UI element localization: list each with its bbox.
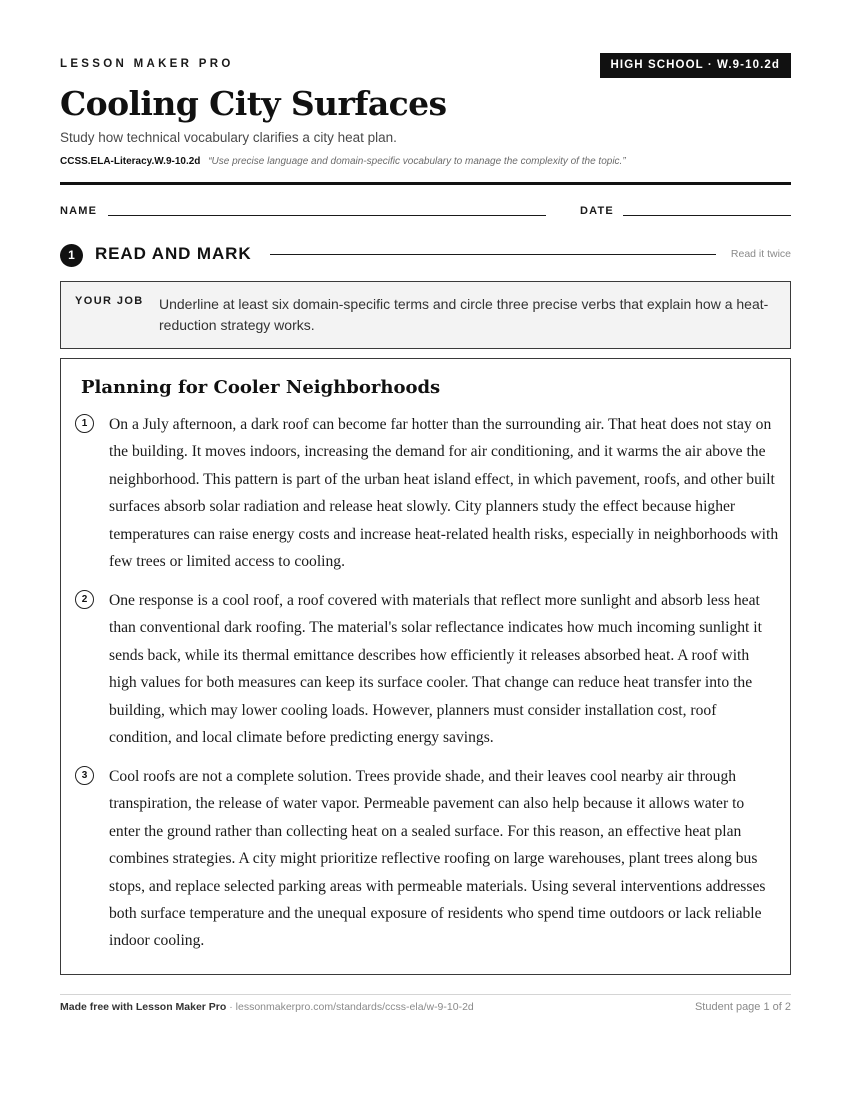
paragraph-2: One response is a cool roof, a roof covered with materials that reflect more sunlight and absorb less heat than conventional dark roofing. The material's solar reflectance indicates how much incoming sunlight it sends back, while its thermal emittance describes how efficiently it releases absorbed heat. A roof with high values for both measures can keep its surface cooler. That change can reduce heat transfer into the building, which may lower cooling loads. However, planners must consider installation cost, roof condition, and local climate before predicting energy savings. — [109, 592, 762, 747]
paragraph-number-2: 2 — [75, 590, 94, 609]
step-number-badge: 1 — [60, 244, 83, 267]
your-job-label: YOUR JOB — [75, 295, 144, 307]
name-date-row — [60, 203, 791, 219]
paragraph-number-1: 1 — [75, 414, 94, 433]
section-header — [60, 242, 791, 268]
date-field[interactable] — [623, 215, 791, 216]
section-note: Read it twice — [730, 248, 791, 260]
standard-line — [60, 156, 626, 167]
footer-credit — [60, 1001, 474, 1013]
grade-standard-badge: HIGH SCHOOL · W.9-10.2d — [600, 53, 792, 78]
date-label: DATE — [580, 205, 614, 217]
footer-brand: Made free with Lesson Maker Pro — [60, 1001, 227, 1013]
standard-quote: “Use precise language and domain-specific vocabulary to manage the complexity of the topic.” — [208, 156, 626, 167]
page-subtitle: Study how technical vocabulary clarifies a city heat plan. — [60, 130, 397, 145]
name-field[interactable] — [108, 215, 546, 216]
name-label: NAME — [60, 205, 98, 217]
footer-divider — [60, 994, 791, 995]
footer-separator: · — [226, 1001, 236, 1013]
reading-passage — [60, 358, 791, 975]
section-rule — [270, 254, 716, 255]
your-job-box — [60, 281, 791, 349]
passage-title: Planning for Cooler Neighborhoods — [81, 377, 441, 398]
page-title: Cooling City Surfaces — [60, 84, 447, 123]
paragraph-3: Cool roofs are not a complete solution. Trees provide shade, and their leaves cool nearby air through transpiration, the release of water vapor. Permeable pavement can also help because it allows water to enter the ground rather than collecting heat on a sealed surface. For this reason, an effective heat plan combines strategies. A city might prioritize reflective roofing on large warehouses, plant trees along bus stops, and replace selected parking areas with permeable materials. Using several interventions addresses both surface temperature and the unequal exposure of residents who spend time outdoors or lack reliable indoor cooling. — [109, 768, 766, 950]
standard-code: CCSS.ELA-Literacy.W.9-10.2d — [60, 156, 201, 167]
your-job-instructions: Underline at least six domain-specific terms and circle three precise verbs that explain how a heat-reduction strategy works. — [159, 296, 769, 333]
header-divider — [60, 182, 791, 185]
paragraph-1: On a July afternoon, a dark roof can become far hotter than the surrounding air. That heat does not stay on the building. It moves indoors, increasing the demand for air conditioning, and it warms the air above the neighborhood. This pattern is part of the urban heat island effect, in which pavement, roofs, and other built surfaces absorb solar radiation and release heat slowly. City planners study the effect because higher temperatures can raise energy costs and increase heat-related health risks, especially in neighborhoods with few trees or limited access to cooling. — [109, 416, 779, 571]
footer-url-link[interactable]: lessonmakerpro.com/standards/ccss-ela/w-9-10-2d — [235, 1001, 474, 1013]
page-number: Student page 1 of 2 — [694, 1001, 791, 1013]
section-title: READ AND MARK — [95, 244, 252, 263]
paragraph-number-3: 3 — [75, 766, 94, 785]
brand-name: LESSON MAKER PRO — [60, 58, 234, 70]
